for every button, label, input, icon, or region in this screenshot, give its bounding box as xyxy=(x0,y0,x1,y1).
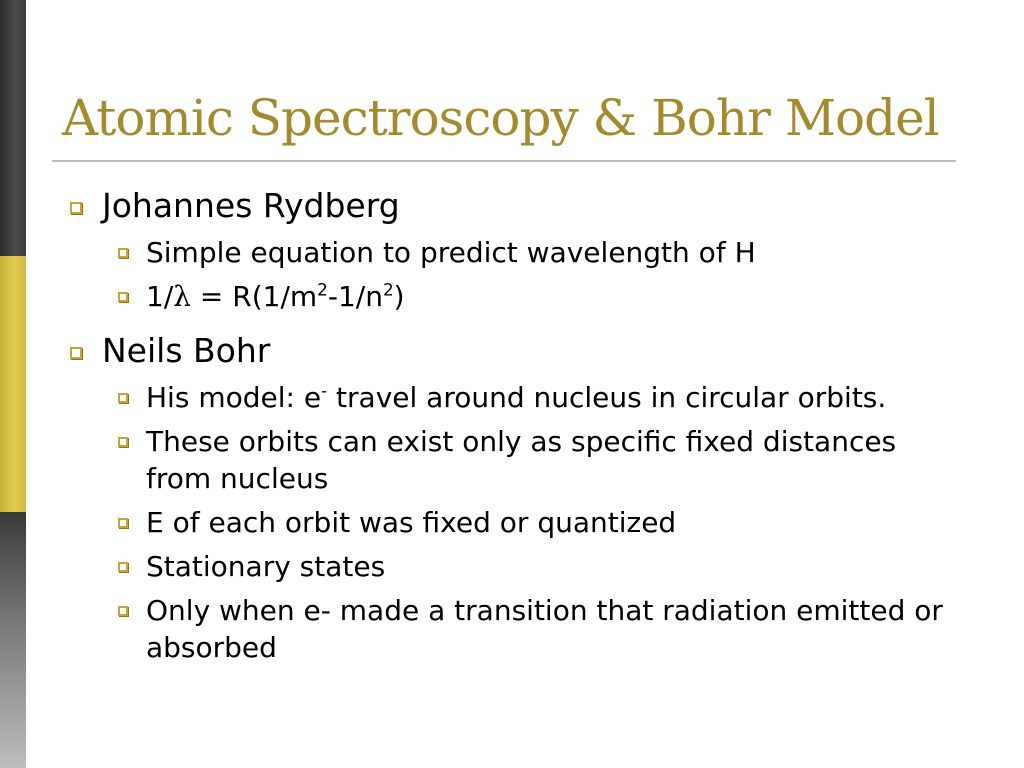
equation-middle: = R(1/m xyxy=(191,280,318,313)
square-bullet-icon xyxy=(118,518,128,528)
square-bullet-icon xyxy=(118,562,128,572)
sub-bullet-rydberg-equation xyxy=(64,278,964,315)
square-bullet-icon xyxy=(118,606,128,616)
equation-lambda: λ xyxy=(173,280,191,313)
bullet-text: Stationary states xyxy=(146,550,386,583)
square-bullet-icon xyxy=(118,292,128,302)
bullet-text: Only when e- made a transition that radiation emitted or absorbed xyxy=(146,594,943,664)
left-bar-gradient-segment xyxy=(0,512,26,768)
square-bullet-icon xyxy=(118,393,128,403)
left-accent-bar xyxy=(0,0,26,768)
sub-bullet-rydberg-equation-desc xyxy=(64,234,964,271)
bullet-text-part-2: travel around nucleus in circular orbits. xyxy=(327,381,887,414)
sub-bullet-bohr-stationary xyxy=(64,548,964,585)
title-divider xyxy=(52,160,956,162)
bullet-text: These orbits can exist only as specific fixed distances from nucleus xyxy=(146,425,897,495)
equation-superscript-2: 2 xyxy=(382,279,394,300)
slide-body xyxy=(64,180,964,666)
bullet-text: Johannes Rydberg xyxy=(102,186,400,225)
bullet-rydberg xyxy=(64,180,964,232)
left-bar-dark-segment xyxy=(0,0,26,256)
square-bullet-icon xyxy=(118,437,128,447)
bullet-text-part-1: His model: e xyxy=(146,381,322,414)
bullet-text: Simple equation to predict wavelength of H xyxy=(146,236,756,269)
left-bar-gold-segment xyxy=(0,256,26,512)
square-bullet-icon xyxy=(118,248,128,258)
electron-superscript: - xyxy=(321,380,328,401)
sub-bullet-bohr-transition xyxy=(64,592,964,666)
equation-prefix: 1/ xyxy=(146,280,174,313)
sub-bullet-bohr-model xyxy=(64,379,964,416)
sub-bullet-bohr-quantized xyxy=(64,504,964,541)
slide-title: Atomic Spectroscopy & Bohr Model xyxy=(62,89,939,147)
square-bullet-icon xyxy=(70,202,82,214)
equation-superscript-1: 2 xyxy=(317,279,328,300)
bullet-bohr xyxy=(64,325,964,377)
equation-end: ) xyxy=(393,280,405,313)
square-bullet-icon xyxy=(70,347,82,359)
sub-bullet-bohr-orbits xyxy=(64,423,964,497)
bullet-text: E of each orbit was fixed or quantized xyxy=(146,506,677,539)
equation-middle-2: -1/n xyxy=(327,280,383,313)
bullet-text: Neils Bohr xyxy=(102,331,271,370)
